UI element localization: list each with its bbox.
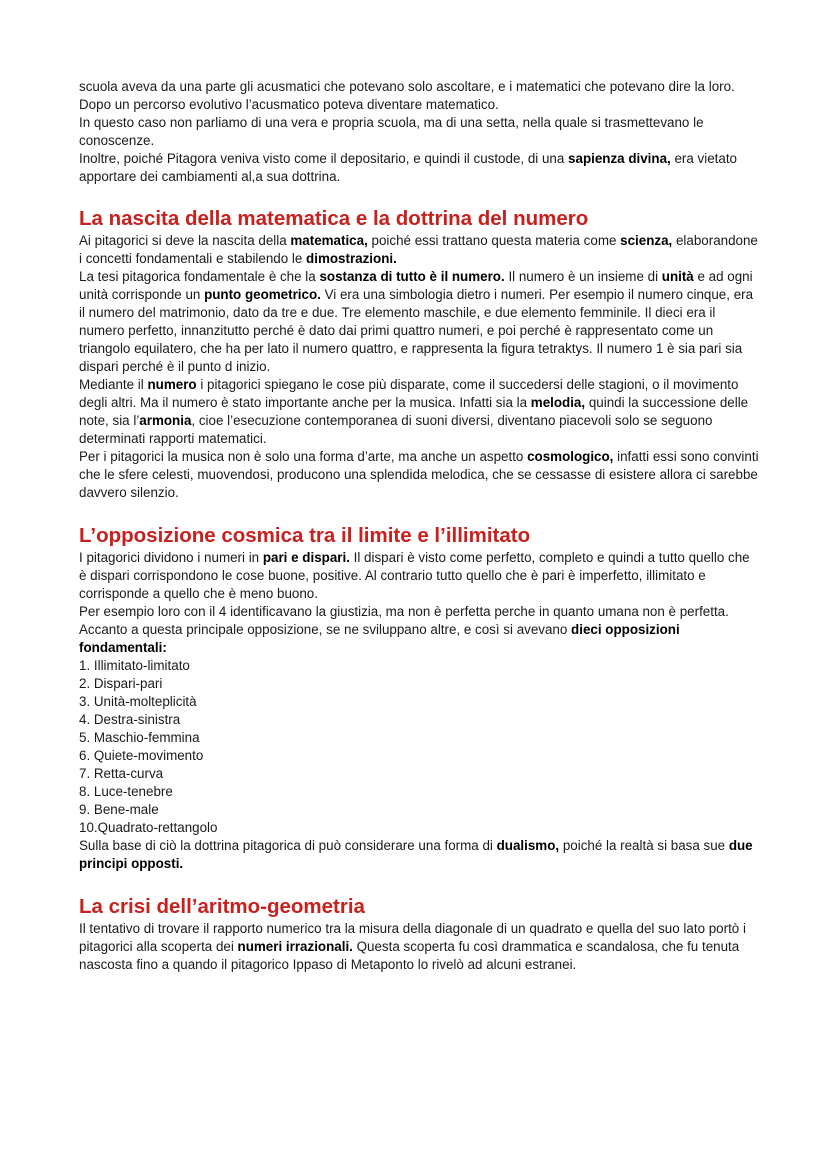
text-run: elaborandone i concetti fondamentali e stabilendo le: [79, 233, 758, 266]
text-run: Per i pitagorici la musica non è solo una forma d’arte, ma anche un aspetto: [79, 449, 528, 464]
text-run: poiché la realtà si basa sue: [559, 838, 729, 853]
text-run: i pitagorici spiegano le cose più disparate, come il succedersi delle stagioni, o il movimento degli altri. Ma il numero è stato importante anche per la musica. Infatti sia la: [79, 377, 739, 410]
section-heading: L’opposizione cosmica tra il limite e l’illimitato: [79, 524, 531, 547]
intro: [79, 78, 759, 186]
bold-term: sostanza di tutto è il numero.: [319, 269, 505, 284]
paragraph: [79, 603, 759, 621]
text-run: poiché essi trattano questa materia come: [367, 233, 621, 248]
text-run: Il tentativo di trovare il rapporto numerico tra la misura della diagonale di un quadrato e quella del suo lato portò i pitagorici alla scoperta dei: [79, 921, 746, 954]
text-run: In questo caso non parliamo di una vera e propria scuola, ma di una setta, nella quale si trasmettevano le conoscenze.: [79, 115, 704, 148]
paragraph: [79, 114, 759, 150]
bold-term: dieci opposizioni fondamentali:: [79, 622, 680, 655]
bold-term: sapienza divina,: [568, 151, 671, 166]
paragraph: [79, 448, 759, 502]
text-run: quindi la successione delle note, sia l’: [79, 395, 749, 428]
section-opposizione-cosmica: [79, 523, 759, 873]
text-run: Inoltre, poiché Pitagora veniva visto come il depositario, e quindi il custode, di una: [79, 151, 569, 166]
bold-term: dimostrazioni.: [306, 251, 397, 266]
text-run: Sulla base di ciò la dottrina pitagorica di può considerare una forma di: [79, 838, 497, 853]
text-run: I pitagorici dividono i numeri in: [79, 550, 263, 565]
bold-term: dualismo,: [496, 838, 560, 853]
bold-term: unità: [661, 269, 694, 284]
text-run: Il dispari è visto come perfetto, completo e quindi a tutto quello che è dispari corrispondono le cose buone, positive. Al contrario tutto quello che è pari è imperfetto, illimitato e corrisponde a quello che è meno buono.: [79, 550, 750, 601]
section-heading: La nascita della matematica e la dottrina del numero: [79, 207, 589, 230]
list-item: 9. Bene-male: [79, 802, 159, 817]
document-page: [79, 78, 759, 974]
text-run: Il numero è un insieme di: [504, 269, 662, 284]
text-run: Ai pitagorici si deve la nascita della: [79, 233, 291, 248]
paragraph: [79, 376, 759, 448]
section-heading: La crisi dell’aritmo-geometria: [79, 895, 365, 918]
bold-term: pari e dispari.: [262, 550, 350, 565]
text-run: Accanto a questa principale opposizione, se ne sviluppano altre, e così si avevano: [79, 622, 572, 637]
paragraph: [79, 78, 759, 114]
text-run: e ad ogni unità corrisponde un: [79, 269, 753, 302]
text-run: Vi era una simbologia dietro i numeri. Per esempio il numero cinque, era il numero del matrimonio, dato da tre e due. Tre elemento maschile, e due elemento femminile. Il dieci era il numero perfetto, innanzitutto perché è dato dai primi quattro numeri, e poi perché è rappresentato come un triangolo equilatero, che ha per lato il numero quattro, e rappresenta la figura tetraktys. Il numero 1 è sia pari sia dispari perché è il punto d inizio.: [79, 287, 754, 374]
text-run: Questa scoperta fu così drammatica e scandalosa, che fu tenuta nascosta fino a quando il pitagorico Ippaso di Metaponto lo rivelò ad alcuni estranei.: [79, 939, 740, 972]
bold-term: due principi opposti.: [79, 838, 753, 871]
opposizioni-list: [79, 657, 759, 837]
paragraph: [79, 232, 759, 268]
list-item: 4. Destra-sinistra: [79, 712, 181, 727]
text-run: , cioe l’esecuzione contemporanea di suoni diversi, diventano piacevoli solo se seguono determinati rapporti matematici.: [79, 413, 713, 446]
paragraph: [79, 268, 759, 376]
bold-term: scienza,: [620, 233, 673, 248]
text-run: La tesi pitagorica fondamentale è che la: [79, 269, 320, 284]
paragraph: [79, 150, 759, 186]
section-nascita-matematica: [79, 206, 759, 502]
bold-term: numeri irrazionali.: [237, 939, 353, 954]
section-crisi-aritmo-geometria: [79, 894, 759, 974]
text-run: Mediante il: [79, 377, 148, 392]
list-item: 3. Unità-molteplicità: [79, 694, 197, 709]
paragraph: [79, 549, 759, 603]
bold-term: numero: [147, 377, 197, 392]
list-item: 1. Illimitato-limitato: [79, 658, 190, 673]
list-item: 6. Quiete-movimento: [79, 748, 204, 763]
list-item: 10.Quadrato-rettangolo: [79, 820, 218, 835]
paragraph: [79, 621, 759, 657]
text-run: Per esempio loro con il 4 identificavano la giustizia, ma non è perfetta perche in quanto umana non è perfetta.: [79, 604, 729, 619]
text-run: era vietato apportare dei cambiamenti al,a sua dottrina.: [79, 151, 737, 184]
list-item: 8. Luce-tenebre: [79, 784, 173, 799]
bold-term: melodia,: [530, 395, 586, 410]
paragraph: [79, 837, 759, 873]
bold-term: cosmologico,: [527, 449, 614, 464]
list-item: 7. Retta-curva: [79, 766, 164, 781]
list-item: 5. Maschio-femmina: [79, 730, 200, 745]
bold-term: matematica,: [290, 233, 368, 248]
text-run: scuola aveva da una parte gli acusmatici che potevano solo ascoltare, e i matematici che potevano dire la loro. Dopo un percorso evolutivo l’acusmatico poteva diventare matematico.: [79, 79, 735, 112]
paragraph: [79, 920, 759, 974]
bold-term: punto geometrico.: [204, 287, 321, 302]
bold-term: armonia: [139, 413, 192, 428]
list-item: 2. Dispari-pari: [79, 676, 163, 691]
text-run: infatti essi sono convinti che le sfere celesti, muovendosi, producono una splendida melodica, che se cessasse di esistere allora ci sarebbe davvero silenzio.: [79, 449, 759, 500]
